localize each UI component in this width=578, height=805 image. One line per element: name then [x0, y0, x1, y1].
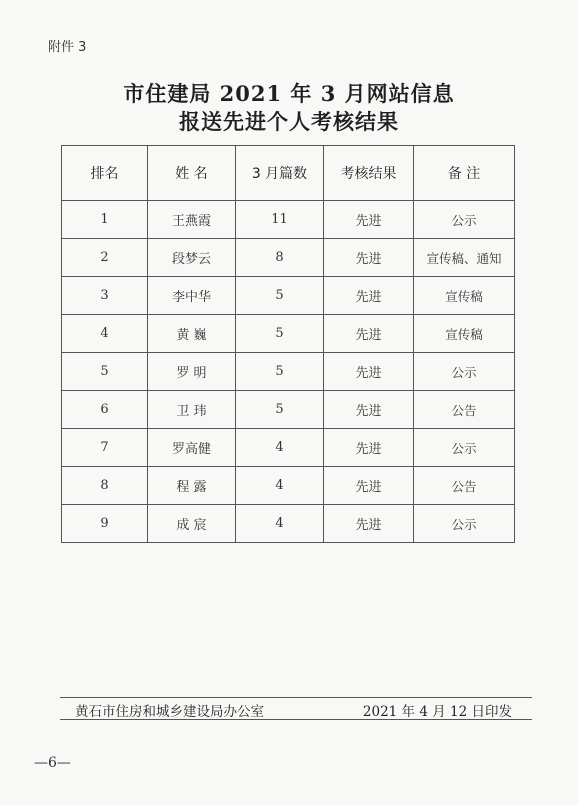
- rank-cell: 1: [62, 201, 148, 239]
- name-cell: 卫 玮: [148, 391, 236, 429]
- table-row: [62, 505, 515, 543]
- count-cell: 5: [236, 315, 324, 353]
- document-title-line-2: 报送先进个人考核结果: [179, 109, 399, 134]
- note-cell: 公示: [414, 353, 515, 391]
- count-cell: 8: [236, 239, 324, 277]
- name-cell: 黄 巍: [148, 315, 236, 353]
- result-cell: 先进: [324, 505, 414, 543]
- result-cell: 先进: [324, 353, 414, 391]
- table-row: [62, 391, 515, 429]
- count-cell: 5: [236, 277, 324, 315]
- result-cell: 先进: [324, 201, 414, 239]
- attachment-label: 附件 3: [48, 40, 87, 55]
- header-note: 备 注: [414, 146, 515, 201]
- header-result: 考核结果: [324, 146, 414, 201]
- table-row: [62, 201, 515, 239]
- name-cell: 段梦云: [148, 239, 236, 277]
- issuing-office: 黄石市住房和城乡建设局办公室: [75, 704, 264, 720]
- rank-cell: 7: [62, 429, 148, 467]
- name-cell: 罗 明: [148, 353, 236, 391]
- table-row: [62, 467, 515, 505]
- count-cell: 5: [236, 353, 324, 391]
- issue-date: 2021 年 4 月 12 日印发: [362, 704, 512, 720]
- footer-divider-bottom: [60, 719, 532, 720]
- table-row: [62, 315, 515, 353]
- note-cell: 宣传稿: [414, 315, 515, 353]
- table-row: [62, 239, 515, 277]
- note-cell: 宣传稿: [414, 277, 515, 315]
- name-cell: 罗高健: [148, 429, 236, 467]
- rank-cell: 6: [62, 391, 148, 429]
- name-cell: 李中华: [148, 277, 236, 315]
- rank-cell: 5: [62, 353, 148, 391]
- table-row: [62, 277, 515, 315]
- note-cell: 宣传稿、通知: [414, 239, 515, 277]
- name-cell: 王燕霞: [148, 201, 236, 239]
- result-cell: 先进: [324, 315, 414, 353]
- document-title-line-1: 市住建局 2021 年 3 月网站信息: [123, 81, 455, 106]
- table-row: [62, 353, 515, 391]
- note-cell: 公示: [414, 201, 515, 239]
- count-cell: 11: [236, 201, 324, 239]
- count-cell: 4: [236, 429, 324, 467]
- note-cell: 公告: [414, 467, 515, 505]
- results-table: [61, 145, 515, 543]
- count-cell: 4: [236, 505, 324, 543]
- table-row: [62, 429, 515, 467]
- result-cell: 先进: [324, 239, 414, 277]
- count-cell: 4: [236, 467, 324, 505]
- rank-cell: 2: [62, 239, 148, 277]
- header-rank: 排名: [62, 146, 148, 201]
- note-cell: 公示: [414, 505, 515, 543]
- note-cell: 公示: [414, 429, 515, 467]
- rank-cell: 3: [62, 277, 148, 315]
- table-header-row: [62, 146, 515, 201]
- footer-divider-top: [60, 697, 532, 698]
- name-cell: 程 露: [148, 467, 236, 505]
- header-name: 姓 名: [148, 146, 236, 201]
- rank-cell: 4: [62, 315, 148, 353]
- name-cell: 成 宸: [148, 505, 236, 543]
- result-cell: 先进: [324, 277, 414, 315]
- rank-cell: 9: [62, 505, 148, 543]
- result-cell: 先进: [324, 429, 414, 467]
- note-cell: 公告: [414, 391, 515, 429]
- result-cell: 先进: [324, 467, 414, 505]
- header-count: 3 月篇数: [236, 146, 324, 201]
- rank-cell: 8: [62, 467, 148, 505]
- result-cell: 先进: [324, 391, 414, 429]
- page-number: —6—: [34, 755, 71, 771]
- count-cell: 5: [236, 391, 324, 429]
